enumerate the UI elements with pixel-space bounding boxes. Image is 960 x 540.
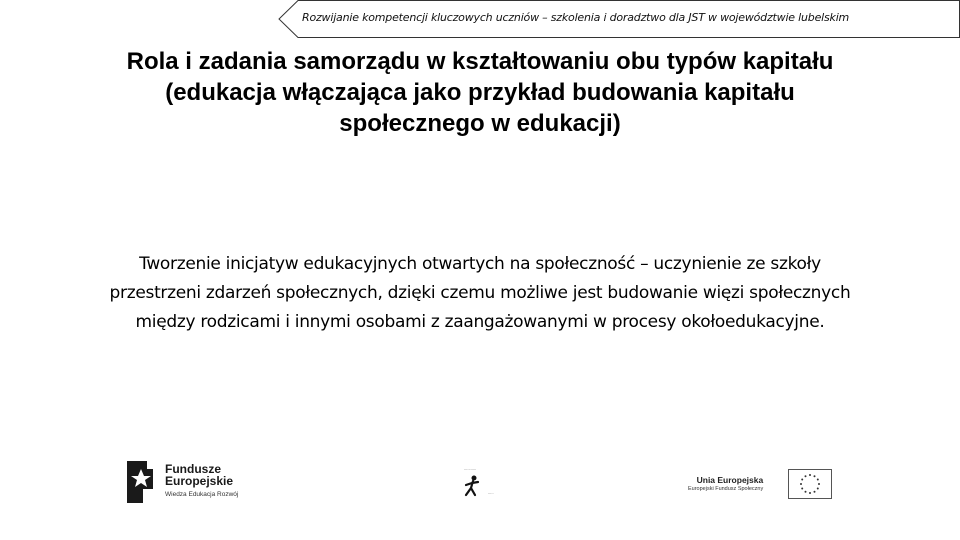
body-line: Tworzenie inicjatyw edukacyjnych otwartych na społeczność – uczynienie ze szkoły	[139, 254, 821, 274]
project-logo-bottom-text: .....	[488, 490, 494, 495]
walking-figure-icon	[462, 475, 482, 497]
header-text: Rozwijanie kompetencji kluczowych uczniów – szkolenia i doradztwo dla JST w województwie lubelskim	[302, 11, 850, 24]
eu-flag-star	[814, 475, 816, 477]
eu-flag-star	[809, 474, 811, 476]
title-line: społecznego w edukacji)	[339, 110, 621, 137]
fe-logo-line2: Europejskie	[165, 474, 234, 488]
title-line: (edukacja włączająca jako przykład budowania kapitału	[165, 79, 795, 106]
eu-flag-star	[801, 479, 803, 481]
eu-flag-icon	[788, 469, 832, 499]
project-logo	[460, 464, 504, 500]
eu-flag-star	[805, 491, 807, 493]
title-line: Rola i zadania samorządu w kształtowaniu obu typów kapitału	[126, 48, 834, 75]
eu-flag-star	[809, 492, 811, 494]
eu-logo-text	[688, 475, 763, 494]
eu-flag-star	[818, 483, 820, 485]
eu-flag-star	[817, 488, 819, 490]
header-banner	[278, 0, 960, 38]
eu-flag-star	[817, 479, 819, 481]
eu-flag-star	[814, 491, 816, 493]
fe-logo-line3: Wiedza Edukacja Rozwój	[165, 491, 239, 498]
eu-logo-line2: Europejski Fundusz Społeczny	[688, 486, 764, 492]
eu-flag-star	[800, 483, 802, 485]
eu-logo-line1: Unia Europejska	[696, 475, 764, 485]
funds-star-icon	[127, 459, 159, 505]
fe-logo-line1: Fundusze	[165, 462, 221, 476]
fundusze-europejskie-logo	[127, 459, 267, 507]
body-paragraph	[30, 250, 930, 337]
body-line: między rodzicami i innymi osobami z zaangażowanymi w procesy okołoedukacyjne.	[135, 312, 825, 332]
unia-europejska-logo	[684, 466, 834, 502]
eu-flag-star	[801, 488, 803, 490]
project-logo-top-text: ...........	[464, 466, 477, 471]
body-line: przestrzeni zdarzeń społecznych, dzięki czemu możliwe jest budowanie więzi społecznych	[109, 283, 851, 303]
fe-logo-text	[165, 463, 238, 500]
page-title	[40, 46, 920, 139]
eu-flag-star	[805, 475, 807, 477]
